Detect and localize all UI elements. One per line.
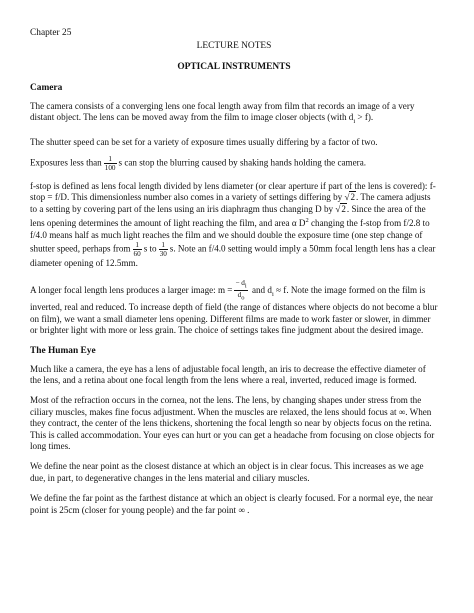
- text: s can stop the blurring caused by shaking hands holding the camera.: [118, 157, 367, 168]
- eye-paragraph-2: Most of the refraction occurs in the cornea, not the lens. The lens, by changing shapes under stress from the ciliary muscles, makes fine focus adjustment. When the muscles are relaxed, the lens should focus at ∞. When they contract, the center of the lens thickens, shortening the focal length so near by objects focus on the retina. This is called accommodation. Your eyes can hurt or you can get a headache from focusing on close objects for long times.: [30, 395, 435, 452]
- fraction-denominator: [234, 291, 247, 302]
- page-title: LECTURE NOTES: [196, 41, 272, 51]
- text: > f).: [355, 112, 374, 123]
- fraction-numerator: 1: [104, 155, 117, 164]
- text: d: [237, 290, 242, 299]
- text: . The camera adjusts to a setting by covering part of the lens using an iris diaphragm thus changing D by: [30, 192, 431, 214]
- square-root: √2: [344, 192, 355, 203]
- camera-paragraph-3: [30, 155, 438, 172]
- fraction-denominator: 30: [159, 250, 167, 259]
- eye-paragraph-1: Much like a camera, the eye has a lens of adjustable focal length, an iris to decrease the effective diameter of the lens, and a retina about one focal length from the lens where a real, inverted, reduced image is formed.: [30, 363, 426, 385]
- square-root: √2: [335, 203, 346, 214]
- subscript: i: [244, 281, 247, 289]
- fraction: [234, 279, 247, 303]
- subscript: i: [271, 290, 274, 298]
- text: and d: [249, 284, 272, 295]
- text: f-stop is defined as lens focal length divided by lens diameter (or clear aperture if part of the lens is covered): f-stop = f/D. This dimensionless number also comes in a variety of settings differing by: [30, 181, 436, 203]
- subscript: i: [353, 118, 356, 126]
- camera-paragraph-5: [30, 279, 438, 337]
- fraction: [159, 241, 168, 258]
- fraction: [133, 241, 142, 258]
- text: s to: [143, 243, 157, 254]
- chapter-label: Chapter 25: [30, 28, 72, 38]
- fraction: [104, 155, 117, 172]
- subscript: o: [241, 294, 245, 302]
- camera-paragraph-2: The shutter speed can be set for a variety of exposure times usually differing by a factor of two.: [30, 136, 378, 147]
- text: Exposures less than: [30, 157, 102, 168]
- page-subtitle: OPTICAL INSTRUMENTS: [177, 62, 291, 72]
- section-heading-eye: The Human Eye: [30, 345, 96, 356]
- text: The camera consists of a converging lens one focal length away from film that records an image of a very distant object. The lens can be moved away from the film to image closer objects (with d: [30, 101, 415, 123]
- radicand: 2: [341, 203, 346, 214]
- text: . Since the area of the lens opening determines the amount of light reaching the film, and area α D: [30, 203, 426, 229]
- fraction-numerator: 1: [159, 241, 168, 250]
- superscript: 2: [305, 217, 309, 225]
- camera-paragraph-1: [30, 101, 438, 128]
- fraction-numerator: 1: [133, 241, 142, 250]
- section-heading-camera: Camera: [30, 83, 63, 93]
- text: s. Note an f/4.0 setting would imply a 50mm focal length lens has a clear diameter opening of 12.5mm.: [30, 243, 436, 269]
- text: − d: [235, 278, 245, 287]
- radicand: 2: [350, 192, 355, 203]
- fraction-denominator: 100: [104, 164, 116, 173]
- fraction-denominator: 60: [133, 250, 141, 259]
- text: A longer focal length lens produces a larger image: m =: [30, 284, 233, 295]
- camera-paragraph-4: [30, 181, 438, 269]
- eye-paragraph-4: We define the far point as the farthest distance at which an object is clearly focused. For a normal eye, the near point is 25cm (closer for young people) and the far point ∞ .: [30, 493, 434, 515]
- eye-paragraph-3: We define the near point as the closest distance at which an object is in clear focus. This increases as we age due, in part, to degenerative changes in the lens material and ciliary muscles.: [30, 461, 424, 483]
- text: changing the f-stop from f/2.8 to f/4.0 means half as much light reaches the film and we should double the exposure time (one step change of shutter speed, perhaps from: [30, 218, 430, 254]
- fraction-numerator: [234, 279, 247, 291]
- text: ≈ f. Note the image formed on the film is inverted, real and reduced. To increase depth of field (the range of distances where objects do not become a blur on film), we want a small diameter lens opening. Different films are made to work faster or slower, in dimmer or brighter light with more or less grain. The choice of settings takes fine judgment about the desired image.: [30, 284, 438, 336]
